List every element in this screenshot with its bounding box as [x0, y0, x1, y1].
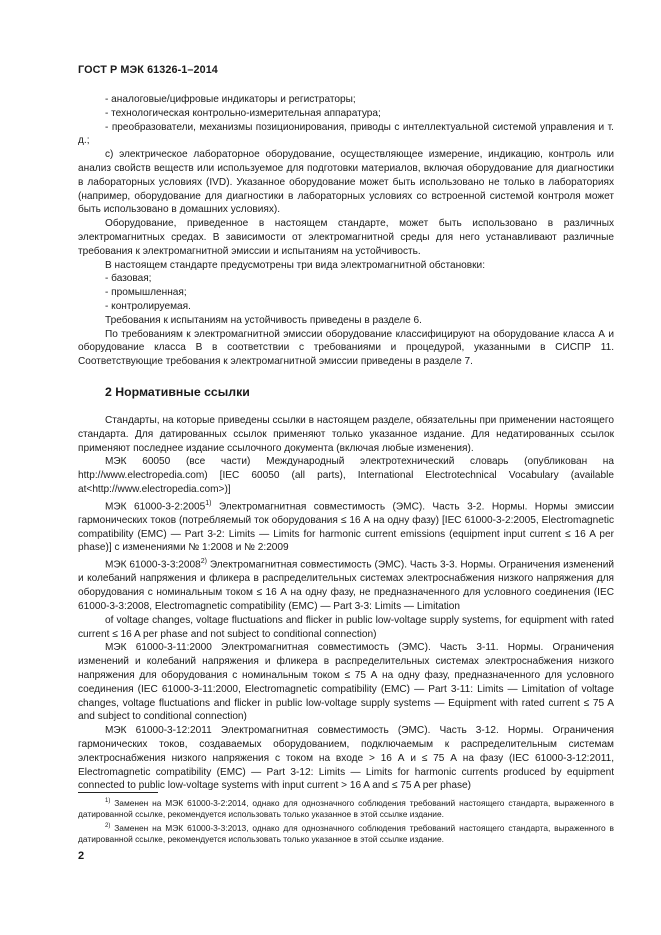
reference-iec-61000-3-3-continued: of voltage changes, voltage fluctuations and flicker in public low-voltage supply systems, for equipment with rated current ≤ 16 A per phase and not subject to conditional connection): [78, 614, 614, 640]
page-number: 2: [78, 850, 85, 862]
paragraph-env-types: В настоящем стандарте предусмотрены три вида электромагнитной обстановки:: [105, 259, 485, 271]
env-type-item: - контролируемая.: [105, 300, 191, 312]
reference-iec-61000-3-12: МЭК 61000-3-12:2011 Электромагнитная совместимость (ЭМС). Часть 3-12. Нормы. Ограничения гармонических токов, создаваемых оборудованием, подключаемым к распределительным системам электроснабжения низкого напряжения с током на входе > 16 А и ≤ 75 А на фазу (IEC 61000-3-12:2011, Electromagnetic compatibility (EMC) — Part 3-12: Limits — Limits for harmonic currents produced by equipment connected to public low-voltage systems with input current > 16 A and ≤ 75 A per phase): [78, 725, 614, 792]
section-heading: 2 Нормативные ссылки: [105, 384, 250, 399]
paragraph-environments: Оборудование, приведенное в настоящем стандарте, может быть использовано в различных электромагнитных средах. В зависимости от электромагнитной среды для него устанавливают различные требования к электромагнитной эмиссии и испытаниям на устойчивость.: [78, 218, 614, 257]
reference-code: МЭК 61000-3-3:2008: [105, 559, 201, 571]
paragraph-immunity-tests: Требования к испытаниям на устойчивость приведены в разделе 6.: [105, 314, 422, 326]
footnote-marker: 2): [200, 558, 207, 566]
paragraph-references-intro: Стандарты, на которые приведены ссылки в настоящем разделе, обязательны при применении настоящего стандарта. Для датированных ссылок применяют только указанное издание. Для недатированных ссылок применяют последнее издание ссылочного документа (включая любые изменения).: [78, 414, 614, 454]
reference-text: Электромагнитная совместимость (ЭМС). Часть 3-3. Нормы. Ограничения изменений и колебаний напряжения и фликера в распределительных системах электроснабжения низкого напряжения для оборудования с номинальным током ≤ 16 А на одну фазу, не предназначенного для условного соединения (IEC 61000-3-3:2008, Electromagnetic compatibility (EMC) — Part 3-3: Limits — Limitation: [78, 559, 615, 613]
footnote-divider: [78, 792, 158, 793]
footnote: [78, 821, 614, 846]
paragraph-emission-classes: По требованиям к электромагнитной эмиссии оборудование классифицируют на оборудование класса А и оборудование класса В в соответствии с требованиями и процедурой, указанными в СИСПР 11. Соответствующие требования к электромагнитной эмиссии приведены в разделе 7.: [78, 328, 614, 368]
footnote-marker: 1): [205, 499, 212, 507]
footnote-text: Заменен на МЭК 61000-3-2:2014, однако для однозначного соблюдения требований настоящего стандарта, выраженного в датированной ссылке, рекомендуется использовать только указанное в этой ссылке издание.: [78, 797, 614, 820]
reference-iec-61000-3-3: [78, 555, 614, 614]
footnote-mark: 2): [105, 822, 111, 829]
list-item: - технологическая контрольно-измерительная аппаратура;: [105, 107, 381, 119]
env-type-item: - промышленная;: [105, 287, 187, 299]
list-item: - аналоговые/цифровые индикаторы и регистраторы;: [105, 94, 356, 105]
footnotes: [78, 796, 614, 846]
reference-text: Электромагнитная совместимость (ЭМС). Часть 3-2. Нормы. Нормы эмиссии гармонических токов (потребляемый ток оборудования ≤ 16 А на одну фазу) [IEC 61000-3-2:2005, Electromagnetic compatibility (EMC) — Part 3-2: Limits — Limits for harmonic current emissions (equipment input current ≤ 16 A per phase)] с изменениями № 1:2008 и № 2:2009: [78, 501, 614, 554]
body-text: [78, 93, 614, 793]
footnote-text: Заменен на МЭК 61000-3-3:2013, однако для однозначного соблюдения требований настоящего стандарта, выраженного в датированной ссылке, рекомендуется использовать только указанное в этой ссылке издание.: [78, 822, 614, 845]
reference-iec-61000-3-2: [78, 497, 614, 556]
paragraph-c: c) электрическое лабораторное оборудование, осуществляющее измерение, индикацию, контроль или анализ свойств веществ или используемое для подготовки материалов, включая оборудование для диагностики в лабораторных условиях (IVD). Указанное оборудование может быть использовано не только в лабораториях (например, оборудование для диагностики в лабораторных условиях со встроенной системой контроля может быть использовано в домашних условиях).: [78, 149, 614, 216]
env-type-item: - базовая;: [105, 273, 152, 285]
list-item: - преобразователи, механизмы позиционирования, приводы с интеллектуальной системой управления и т. д.;: [78, 121, 614, 147]
reference-code: МЭК 61000-3-2:2005: [105, 501, 206, 513]
reference-iec-60050: МЭК 60050 (все части) Международный электротехнический словарь (опубликован на http://www.electropedia.com) [IEC 60050 (all parts), International Electrotechnical Vocabulary (available at<http://www.electropedia.com>)]: [78, 456, 614, 495]
document-header: ГОСТ Р МЭК 61326-1–2014: [78, 64, 218, 76]
reference-iec-61000-3-11: МЭК 61000-3-11:2000 Электромагнитная совместимость (ЭМС). Часть 3-11. Нормы. Ограничения изменений и колебаний напряжения и фликера в распределительных системах электроснабжения низкого напряжения для оборудования с номинальным током ≤ 75 А на одну фазу, предназначенного для условного соединения (IEC 61000-3-11:2000, Electromagnetic compatibility (EMC) — Part 3-11: Limits — Limitation of voltage changes, voltage fluctuations and flicker in public low-voltage supply systems — Equipment with rated current ≤ 75 A and subject to conditional connection): [78, 642, 614, 723]
footnote: [78, 796, 614, 821]
footnote-mark: 1): [105, 798, 111, 804]
